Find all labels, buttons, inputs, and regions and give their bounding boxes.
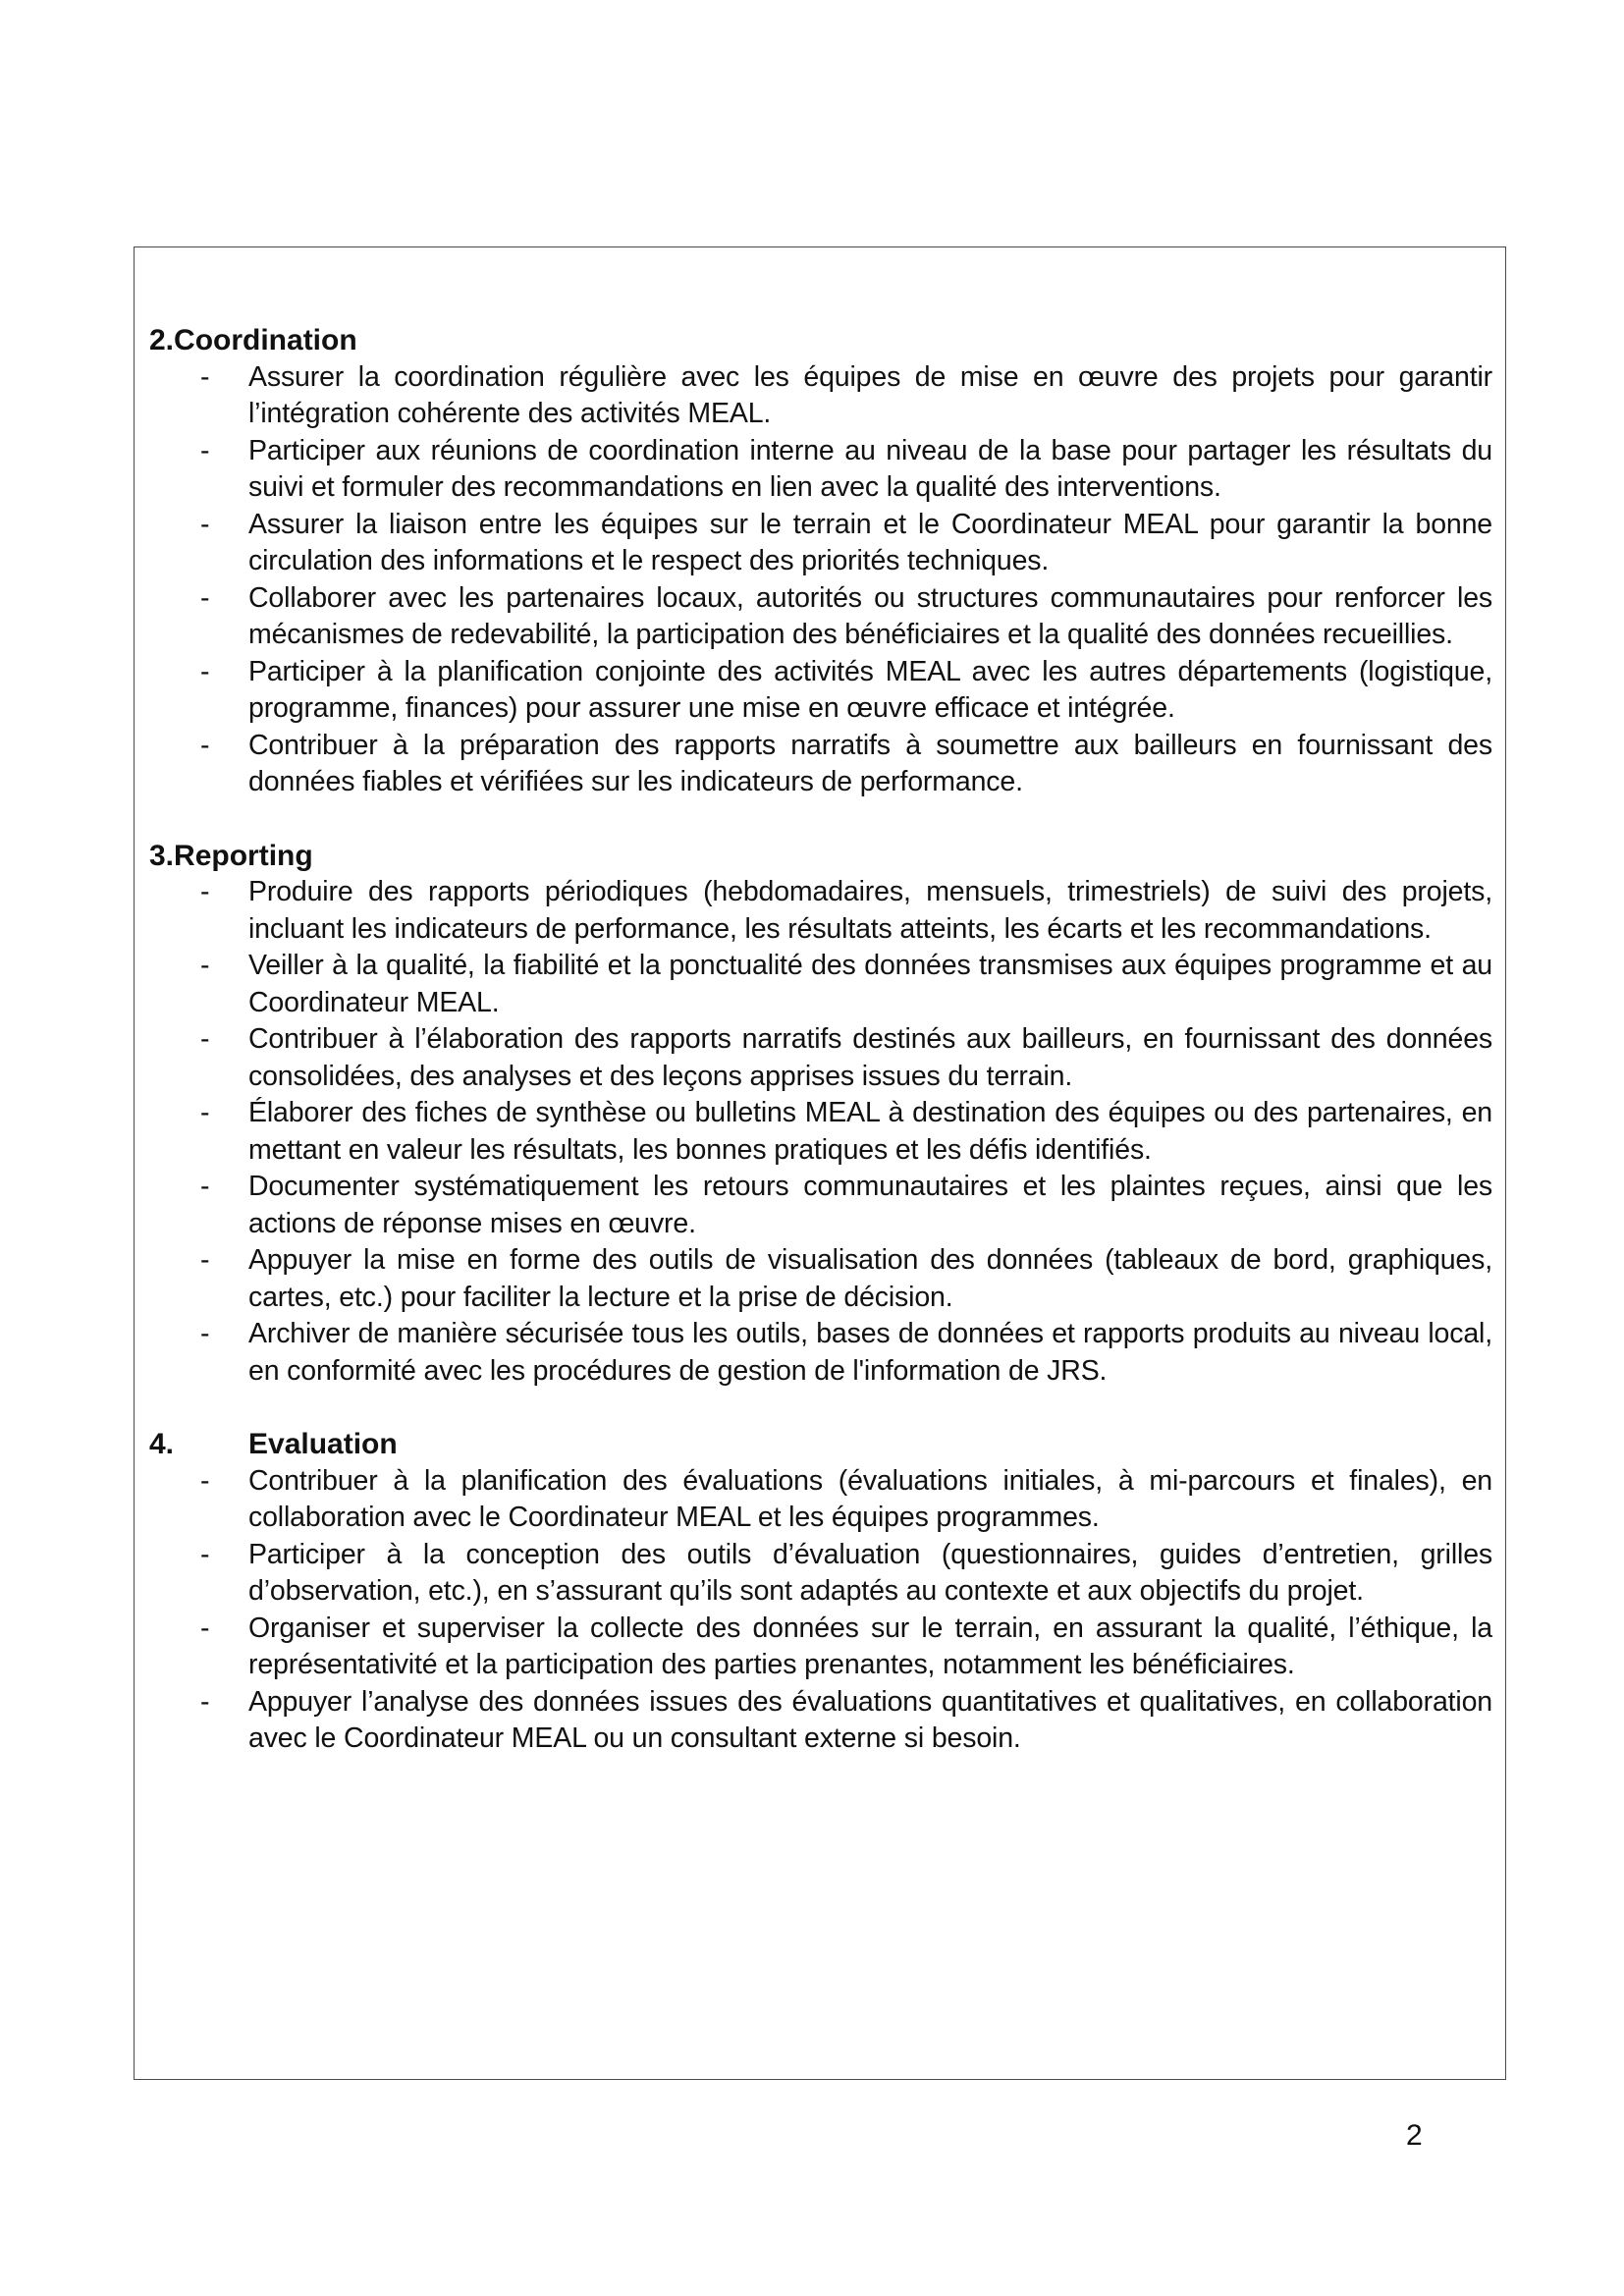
dash-bullet-icon: - xyxy=(200,655,210,687)
bullet-list xyxy=(149,874,1492,1390)
document-body xyxy=(149,322,1492,1758)
list-item: - Appuyer la mise en forme des outils de visualisation des données (tableaux de bord, graphiques, cartes, etc.) pour faciliter la lecture et la prise de décision. xyxy=(200,1244,1492,1313)
dash-bullet-icon: - xyxy=(200,950,210,981)
section-title: Reporting xyxy=(174,839,313,872)
list-item: - Contribuer à la préparation des rapports narratifs à soumettre aux bailleurs en fournissant des données fiables et vérifiées sur les indicateurs de performance. xyxy=(200,729,1492,797)
section-heading xyxy=(149,838,1492,875)
dash-bullet-icon: - xyxy=(200,1244,210,1276)
list-item: - Contribuer à la planification des évaluations (évaluations initiales, à mi-parcours et finales), en collaboration avec le Coordinateur MEAL et les équipes programmes. xyxy=(200,1464,1492,1533)
bullet-list xyxy=(149,359,1492,801)
list-item: - Participer à la conception des outils d’évaluation (questionnaires, guides d’entretien, grilles d’observation, etc.), en s’assurant qu’ils sont adaptés au contexte et aux objectifs du projet. xyxy=(200,1538,1492,1607)
list-item: - Participer à la planification conjointe des activités MEAL avec les autres départements (logistique, programme, finances) pour assurer une mise en œuvre efficace et intégrée. xyxy=(200,655,1492,724)
section-evaluation xyxy=(149,1426,1492,1758)
list-item: - Élaborer des fiches de synthèse ou bulletins MEAL à destination des équipes ou des partenaires, en mettant en valeur les résultats, les bonnes pratiques et les défis identifiés. xyxy=(200,1097,1492,1166)
section-reporting xyxy=(149,838,1492,1391)
dash-bullet-icon: - xyxy=(200,1023,210,1055)
section-title: Evaluation xyxy=(248,1428,398,1460)
list-item: - Contribuer à l’élaboration des rapports narratifs destinés aux bailleurs, en fournissant des données consolidées, des analyses et des leçons apprises issues du terrain. xyxy=(200,1023,1492,1092)
bullet-list xyxy=(149,1463,1492,1758)
dash-bullet-icon: - xyxy=(200,1612,210,1644)
list-item: - Veiller à la qualité, la fiabilité et la ponctualité des données transmises aux équipes programme et au Coordinateur MEAL. xyxy=(200,950,1492,1018)
list-item: - Appuyer l’analyse des données issues des évaluations quantitatives et qualitatives, en collaboration avec le Coordinateur MEAL ou un consultant externe si besoin. xyxy=(200,1685,1492,1754)
list-item: - Organiser et superviser la collecte des données sur le terrain, en assurant la qualité, l’éthique, la représentativité et la participation des parties prenantes, notamment les bénéficiaires. xyxy=(200,1612,1492,1680)
list-item: - Produire des rapports périodiques (hebdomadaires, mensuels, trimestriels) de suivi des projets, incluant les indicateurs de performance, les résultats atteints, les écarts et les recommandations. xyxy=(200,876,1492,945)
list-item: - Collaborer avec les partenaires locaux, autorités ou structures communautaires pour renforcer les mécanismes de redevabilité, la participation des bénéficiaires et la qualité des données recueillies. xyxy=(200,581,1492,650)
dash-bullet-icon: - xyxy=(200,1097,210,1128)
section-number: 4. xyxy=(149,1428,175,1460)
list-item: - Participer aux réunions de coordination interne au niveau de la base pour partager les résultats du suivi et formuler des recommandations en lien avec la qualité des interventions. xyxy=(200,434,1492,503)
dash-bullet-icon: - xyxy=(200,508,210,540)
dash-bullet-icon: - xyxy=(200,1685,210,1718)
dash-bullet-icon: - xyxy=(200,360,210,393)
dash-bullet-icon: - xyxy=(200,581,210,614)
section-number: 2. xyxy=(149,324,175,356)
list-item: - Assurer la coordination régulière avec les équipes de mise en œuvre des projets pour garantir l’intégration cohérente des activités MEAL. xyxy=(200,360,1492,429)
dash-bullet-icon: - xyxy=(200,729,210,761)
dash-bullet-icon: - xyxy=(200,434,210,466)
section-heading xyxy=(149,1426,1492,1463)
dash-bullet-icon: - xyxy=(200,1171,210,1202)
section-coordination xyxy=(149,322,1492,801)
section-heading xyxy=(149,322,1492,359)
dash-bullet-icon: - xyxy=(200,1464,210,1497)
list-item: - Assurer la liaison entre les équipes sur le terrain et le Coordinateur MEAL pour garantir la bonne circulation des informations et le respect des priorités techniques. xyxy=(200,508,1492,576)
dash-bullet-icon: - xyxy=(200,1538,210,1570)
dash-bullet-icon: - xyxy=(200,876,210,907)
page-number: 2 xyxy=(1406,2119,1423,2152)
list-item: - Documenter systématiquement les retours communautaires et les plaintes reçues, ainsi que les actions de réponse mises en œuvre. xyxy=(200,1171,1492,1239)
section-title: Coordination xyxy=(174,324,357,356)
section-number: 3. xyxy=(149,839,175,872)
dash-bullet-icon: - xyxy=(200,1318,210,1349)
list-item: - Archiver de manière sécurisée tous les outils, bases de données et rapports produits au niveau local, en conformité avec les procédures de gestion de l'information de JRS. xyxy=(200,1318,1492,1387)
